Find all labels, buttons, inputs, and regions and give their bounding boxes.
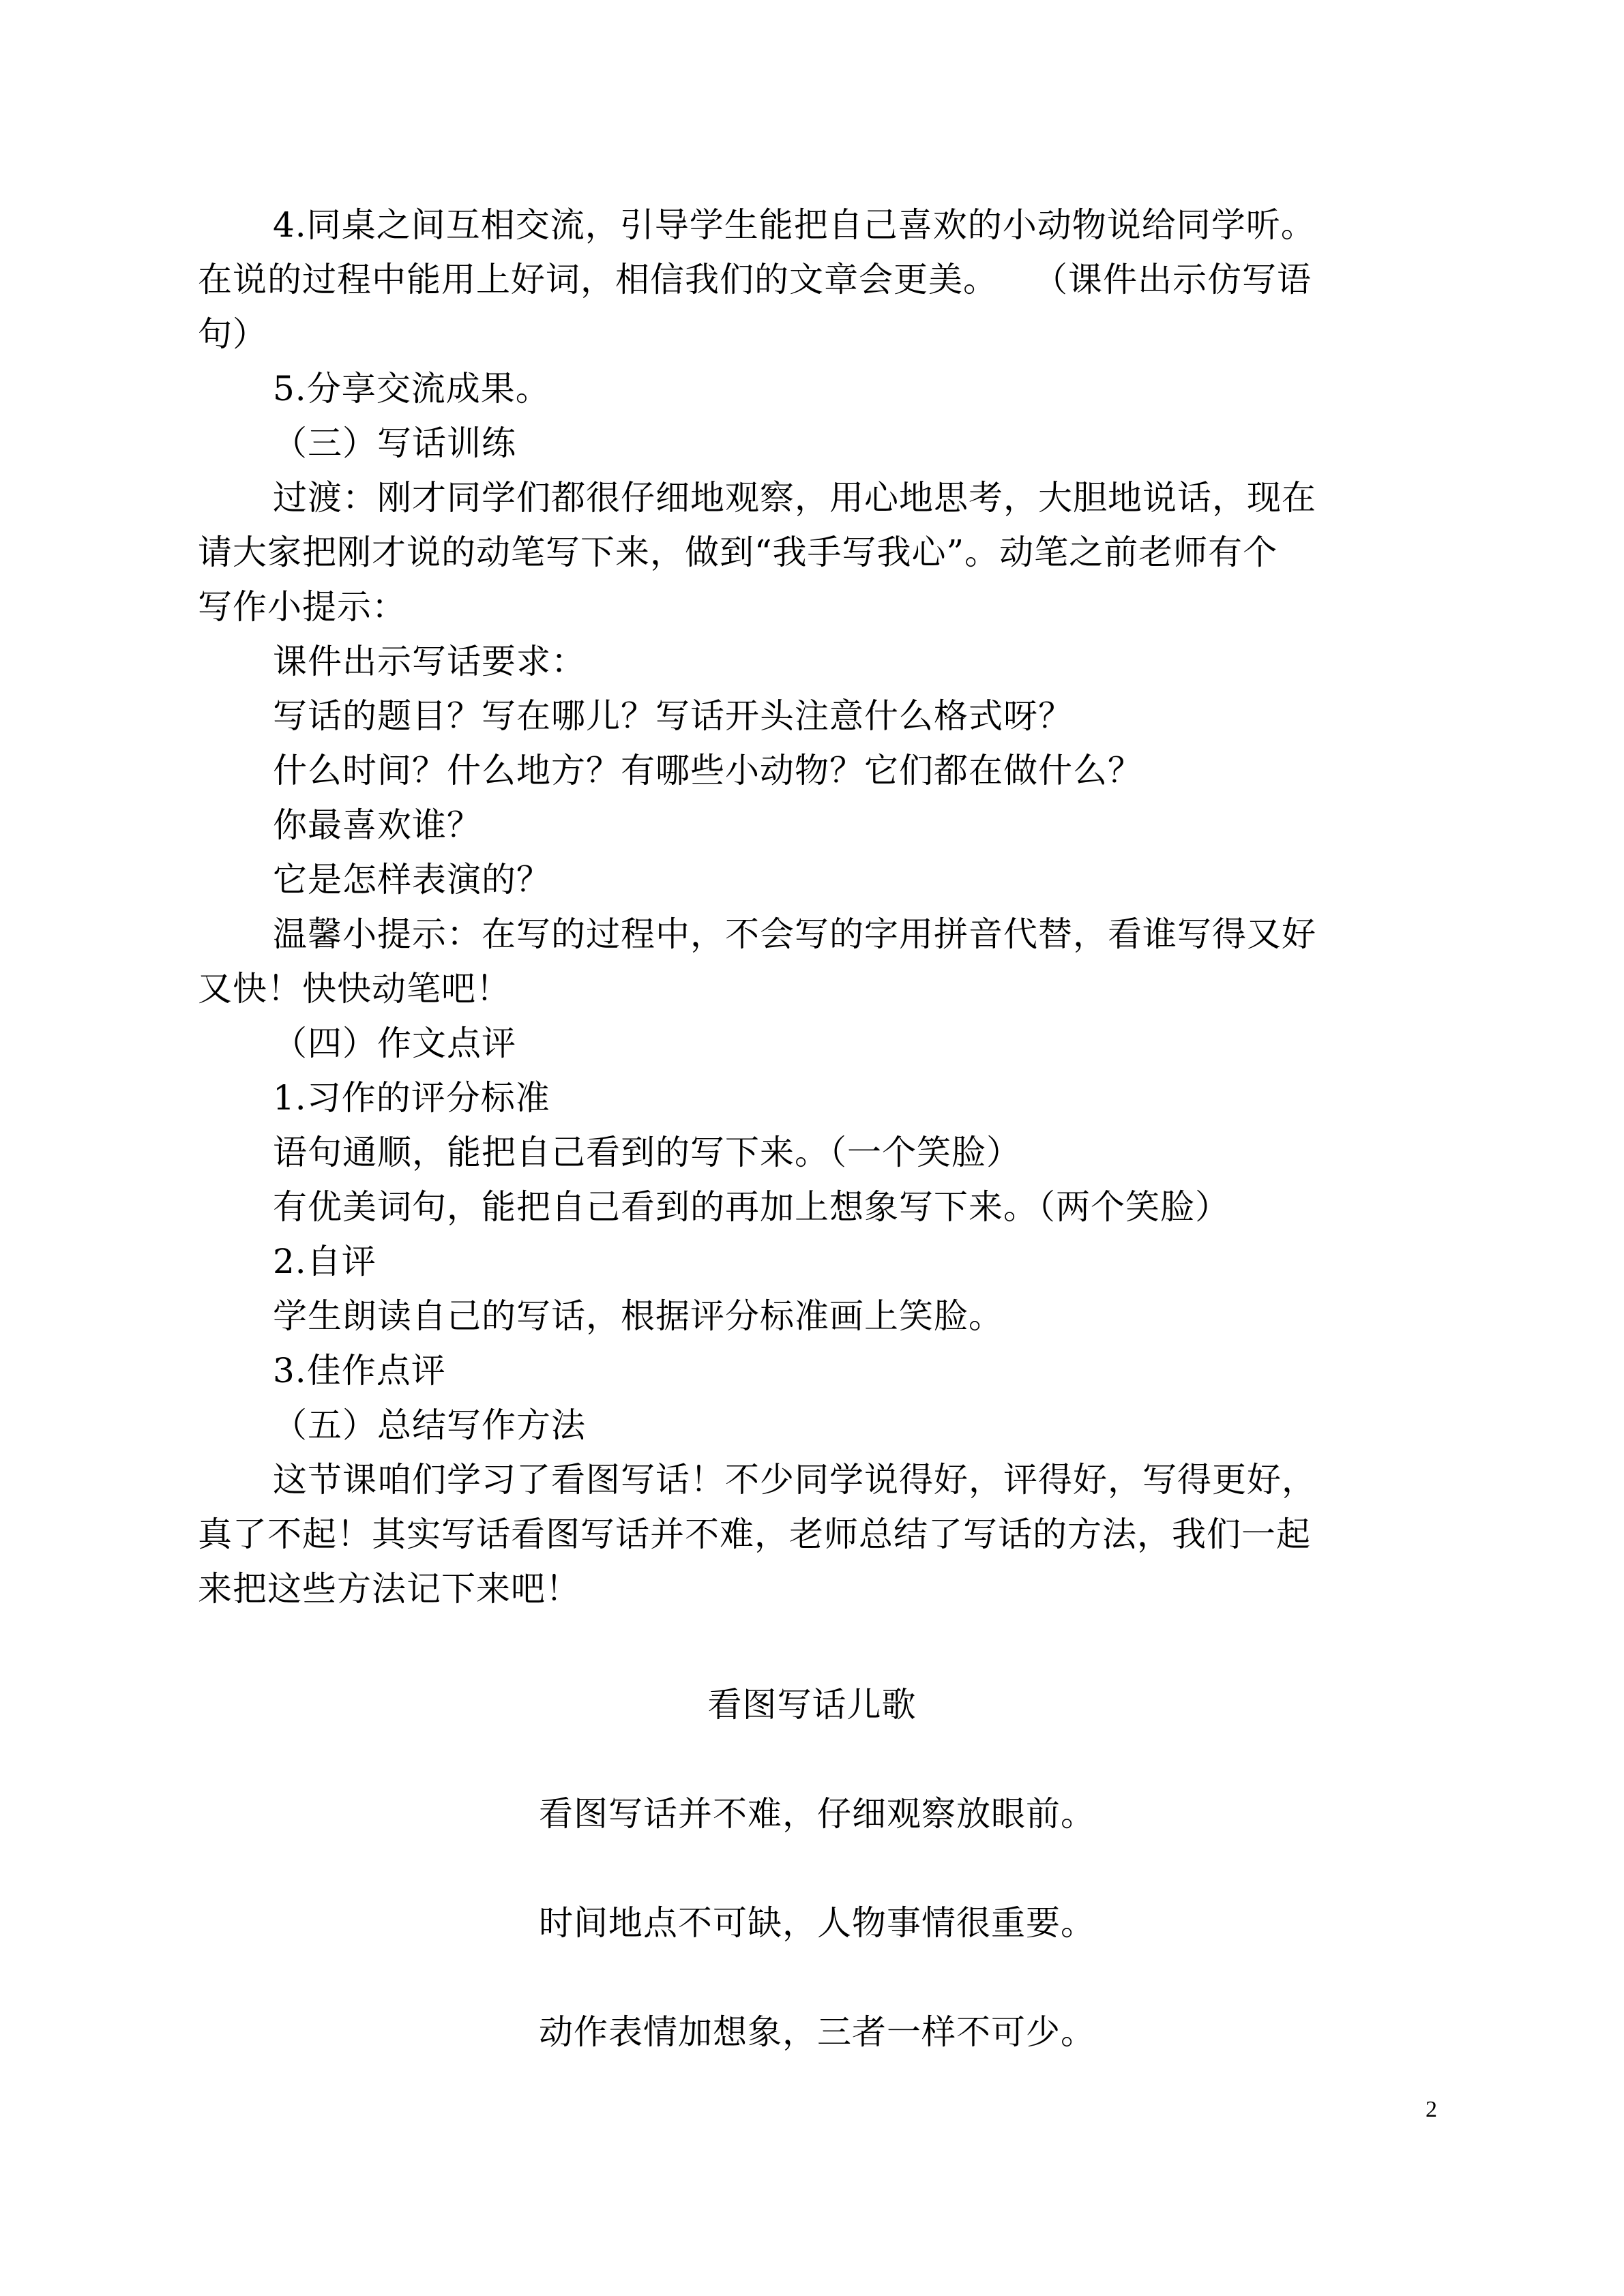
section-heading: （五）总结写作方法 [273, 1405, 586, 1445]
paragraph-line: 1.习作的评分标准 [273, 1078, 550, 1118]
paragraph-line: 2.自评 [273, 1242, 377, 1281]
poem-title: 看图写话儿歌 [707, 1685, 917, 1725]
paragraph-line: 4.同桌之间互相交流，引导学生能把自己喜欢的小动物说给同学听。 [273, 205, 1316, 245]
section-heading: （三）写话训练 [273, 423, 516, 463]
paragraph-line: 语句通顺，能把自己看到的写下来。（一个笑脸） [273, 1133, 1021, 1172]
paragraph-line: 写话的题目？写在哪儿？写话开头注意什么格式呀？ [273, 696, 1073, 736]
paragraph-line: 有优美词句，能把自己看到的再加上想象写下来。（两个笑脸） [273, 1187, 1230, 1227]
paragraph-line: 你最喜欢谁？ [273, 805, 482, 845]
paragraph-line: 写作小提示： [198, 587, 407, 627]
poem-line: 动作表情加想象，三者一样不可少。 [539, 2012, 1095, 2052]
paragraph-line: 过渡：刚才同学们都很仔细地观察，用心地思考，大胆地说话，现在 [273, 478, 1316, 518]
paragraph-line: 这节课咱们学习了看图写话！不少同学说得好，评得好，写得更好， [273, 1460, 1316, 1500]
paragraph-line: 请大家把刚才说的动笔写下来，做到“我手写我心”。动笔之前老师有个 [198, 533, 1278, 572]
paragraph-line: 又快！快快动笔吧！ [198, 969, 511, 1009]
paragraph-line: 学生朗读自己的写话，根据评分标准画上笑脸。 [273, 1296, 1003, 1336]
paragraph-line: 什么时间？什么地方？有哪些小动物？它们都在做什么？ [273, 751, 1142, 790]
paragraph-line: 3.佳作点评 [273, 1351, 446, 1390]
paragraph-line: 真了不起！其实写话看图写话并不难，老师总结了写话的方法，我们一起 [198, 1515, 1311, 1554]
section-heading: （四）作文点评 [273, 1024, 516, 1063]
page-number: 2 [1426, 2097, 1437, 2122]
poem-line: 看图写话并不难，仔细观察放眼前。 [539, 1794, 1095, 1834]
paragraph-line: 句） [198, 314, 267, 354]
paragraph-line: 课件出示写话要求： [273, 642, 586, 681]
poem-line: 时间地点不可缺，人物事情很重要。 [539, 1903, 1095, 1943]
paragraph-line: 5.分享交流成果。 [273, 369, 550, 408]
paragraph-line: 它是怎样表演的？ [273, 860, 551, 899]
paragraph-line: 来把这些方法记下来吧！ [198, 1569, 580, 1609]
paragraph-line: 在说的过程中能用上好词，相信我们的文章会更美。 （课件出示仿写语 [198, 260, 1312, 299]
paragraph-line: 温馨小提示：在写的过程中，不会写的字用拼音代替，看谁写得又好 [273, 914, 1316, 954]
